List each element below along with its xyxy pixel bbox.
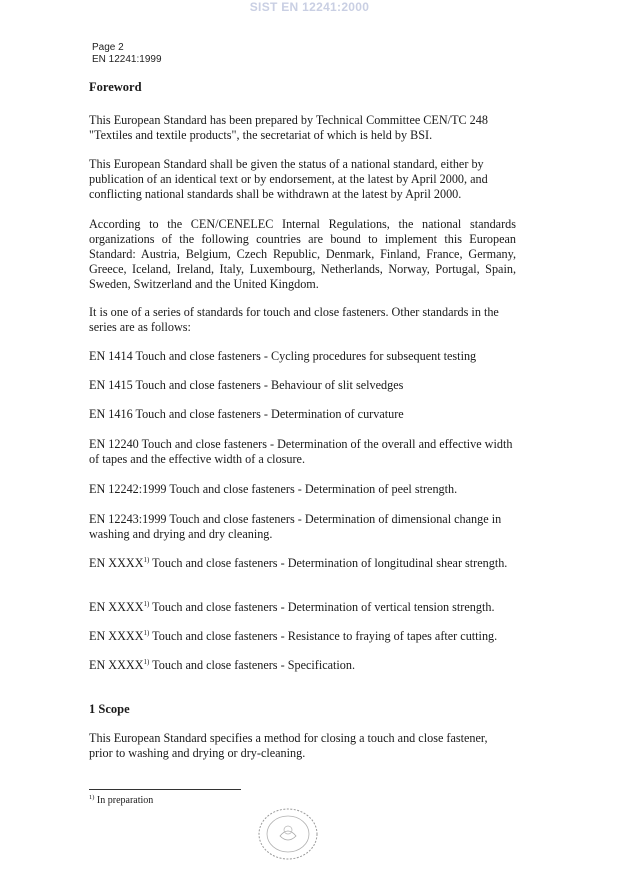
standard-code: EN 12243:1999 [89, 512, 167, 526]
page-number: Page 2 [92, 42, 124, 53]
footnote-marker: 1) [143, 658, 150, 666]
standard-item [89, 658, 516, 673]
standard-title: Touch and close fasteners - Determination of peel strength. [169, 482, 458, 496]
document-id: EN 12241:1999 [92, 54, 162, 65]
foreword-paragraph-2: This European Standard shall be given the status of a national standard, either by publication of an identical text or by endorsement, at the latest by April 2000, and conflicting national standards shall be withdrawn at the latest by April 2000. [89, 157, 488, 201]
scope-text: This European Standard specifies a method for closing a touch and close fastener, prior to washing and drying or dry-cleaning. [89, 731, 488, 760]
standard-item [89, 482, 516, 497]
standard-code: EN 1415 [89, 378, 133, 392]
standard-code: EN XXXX [89, 629, 144, 643]
standard-code: EN XXXX [89, 600, 144, 614]
footnote [89, 795, 153, 806]
foreword-paragraph-3: According to the CEN/CENELEC Internal Regulations, the national standards organizations of the following countries are bound to implement this European Standard: Austria, Belgium, Czech Republic, Denmark, Finland, France, Germany, Greece, Iceland, Ireland, Italy, Luxembourg, Netherlands, Norway, Portugal, Spain, Sweden, Switzerland and the United Kingdom. [89, 217, 516, 291]
footnote-text: In preparation [96, 795, 154, 806]
standard-title: Touch and close fasteners - Resistance to fraying of tapes after cutting. [152, 629, 498, 643]
standard-title: Touch and close fasteners - Determination of longitudinal shear strength. [152, 556, 508, 570]
standard-item [89, 629, 516, 644]
standard-code: EN 12240 [89, 437, 139, 451]
standard-item [89, 378, 516, 393]
standard-item [89, 437, 516, 467]
standard-title: Touch and close fasteners - Behaviour of slit selvedges [135, 378, 404, 392]
footnote-marker: 1) [143, 629, 150, 637]
standard-code: EN 1414 [89, 349, 133, 363]
foreword-paragraph-4: It is one of a series of standards for touch and close fasteners. Other standards in the series are as follows: [89, 305, 499, 334]
footnote-marker: 1) [89, 794, 95, 801]
watermark: SIST EN 12241:2000 [249, 0, 370, 14]
scope-heading: 1 Scope [89, 702, 130, 716]
footnote-marker: 1) [143, 556, 150, 564]
standard-code: EN 12242:1999 [89, 482, 167, 496]
standard-code: EN 1416 [89, 407, 133, 421]
standard-title: Touch and close fasteners - Specification. [152, 658, 356, 672]
standard-title: Touch and close fasteners - Determination of vertical tension strength. [152, 600, 495, 614]
standard-code: EN XXXX [89, 658, 144, 672]
standard-title: Touch and close fasteners - Cycling procedures for subsequent testing [135, 349, 477, 363]
footnote-marker: 1) [143, 600, 150, 608]
standard-item [89, 349, 516, 364]
standard-item [89, 600, 516, 615]
footnote-divider [89, 789, 241, 790]
standard-item [89, 407, 516, 422]
standard-title: Touch and close fasteners - Determination of the overall and effective width of tapes and the effective width of a closure. [89, 437, 513, 466]
library-stamp-seal-icon [256, 806, 320, 862]
foreword-heading: Foreword [89, 80, 142, 94]
standard-code: EN XXXX [89, 556, 144, 570]
standard-title: Touch and close fasteners - Determination of curvature [135, 407, 404, 421]
standard-item [89, 556, 516, 571]
foreword-paragraph-1: This European Standard has been prepared by Technical Committee CEN/TC 248 "Textiles and textile products", the secretariat of which is held by BSI. [89, 113, 488, 142]
standard-title: Touch and close fasteners - Determination of dimensional change in washing and drying and dry cleaning. [89, 512, 502, 541]
standard-item [89, 512, 516, 542]
